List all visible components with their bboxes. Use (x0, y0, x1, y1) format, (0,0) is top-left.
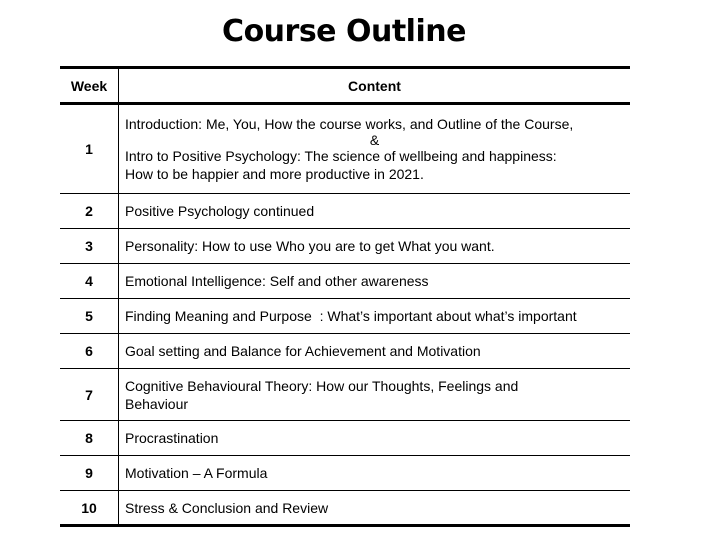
week-number: 7 (60, 369, 119, 421)
week-content (119, 104, 631, 194)
week-content: Stress & Conclusion and Review (119, 491, 631, 526)
week-number: 9 (60, 456, 119, 491)
week-content: Motivation – A Formula (119, 456, 631, 491)
week-number: 5 (60, 299, 119, 334)
week-number: 8 (60, 421, 119, 456)
table-row (60, 194, 630, 229)
week-content: Goal setting and Balance for Achievement and Motivation (119, 334, 631, 369)
week-number: 6 (60, 334, 119, 369)
table-header-row (60, 68, 630, 104)
week-content (119, 369, 631, 421)
week-content: Procrastination (119, 421, 631, 456)
week-content: Finding Meaning and Purpose : What’s important about what’s important (119, 299, 631, 334)
week-content: Personality: How to use Who you are to get What you want. (119, 229, 631, 264)
table-row (60, 334, 630, 369)
content-line: Introduction: Me, You, How the course works, and Outline of the Course, (125, 116, 574, 132)
table-row (60, 491, 630, 526)
week-number: 3 (60, 229, 119, 264)
week-column-header: Week (60, 68, 119, 104)
table-row (60, 104, 630, 194)
week-number: 4 (60, 264, 119, 299)
table-row (60, 299, 630, 334)
table-row (60, 229, 630, 264)
page-title: Course Outline (222, 14, 466, 49)
table-row (60, 369, 630, 421)
content-column-header: Content (119, 68, 631, 104)
table-row (60, 264, 630, 299)
week-content: Emotional Intelligence: Self and other awareness (119, 264, 631, 299)
table-row (60, 421, 630, 456)
week-content: Positive Psychology continued (119, 194, 631, 229)
content-line: How to be happier and more productive in 2021. (125, 166, 424, 182)
table-row (60, 456, 630, 491)
week-number: 1 (60, 104, 119, 194)
content-line: Behaviour (125, 395, 189, 412)
week-number: 10 (60, 491, 119, 526)
content-line: Intro to Positive Psychology: The science of wellbeing and happiness: (125, 148, 557, 164)
course-outline-table (60, 66, 630, 527)
content-line: Cognitive Behavioural Theory: How our Thoughts, Feelings and (125, 377, 519, 394)
week-number: 2 (60, 194, 119, 229)
content-ampersand: & (369, 132, 380, 148)
